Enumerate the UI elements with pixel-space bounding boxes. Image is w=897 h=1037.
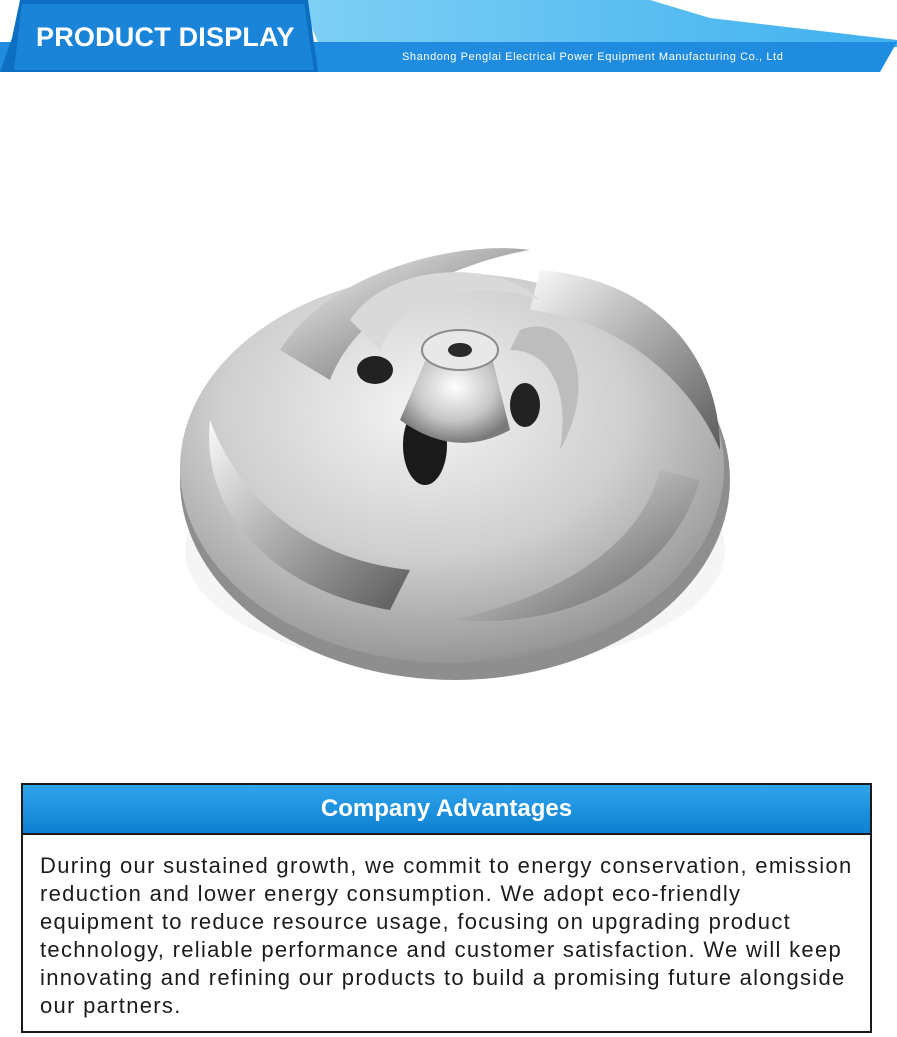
advantages-header [23,785,870,835]
advantages-text: During our sustained growth, we commit to energy conservation, emission reduction and lower energy consumption. We adopt eco-friendly equipment to reduce resource usage, focusing on upgrading product technology, reliable performance and customer satisfaction. We will keep innovating and refining our products to build a promising future alongside our partners. [40,853,853,1018]
company-advantages-panel [21,783,872,1033]
page-title: PRODUCT DISPLAY [36,22,295,52]
impeller-image [100,150,820,750]
header-banner [0,0,897,72]
advantages-title: Company Advantages [320,795,573,822]
company-name: Shandong Penglai Electrical Power Equipment Manufacturing Co., Ltd [402,51,784,63]
